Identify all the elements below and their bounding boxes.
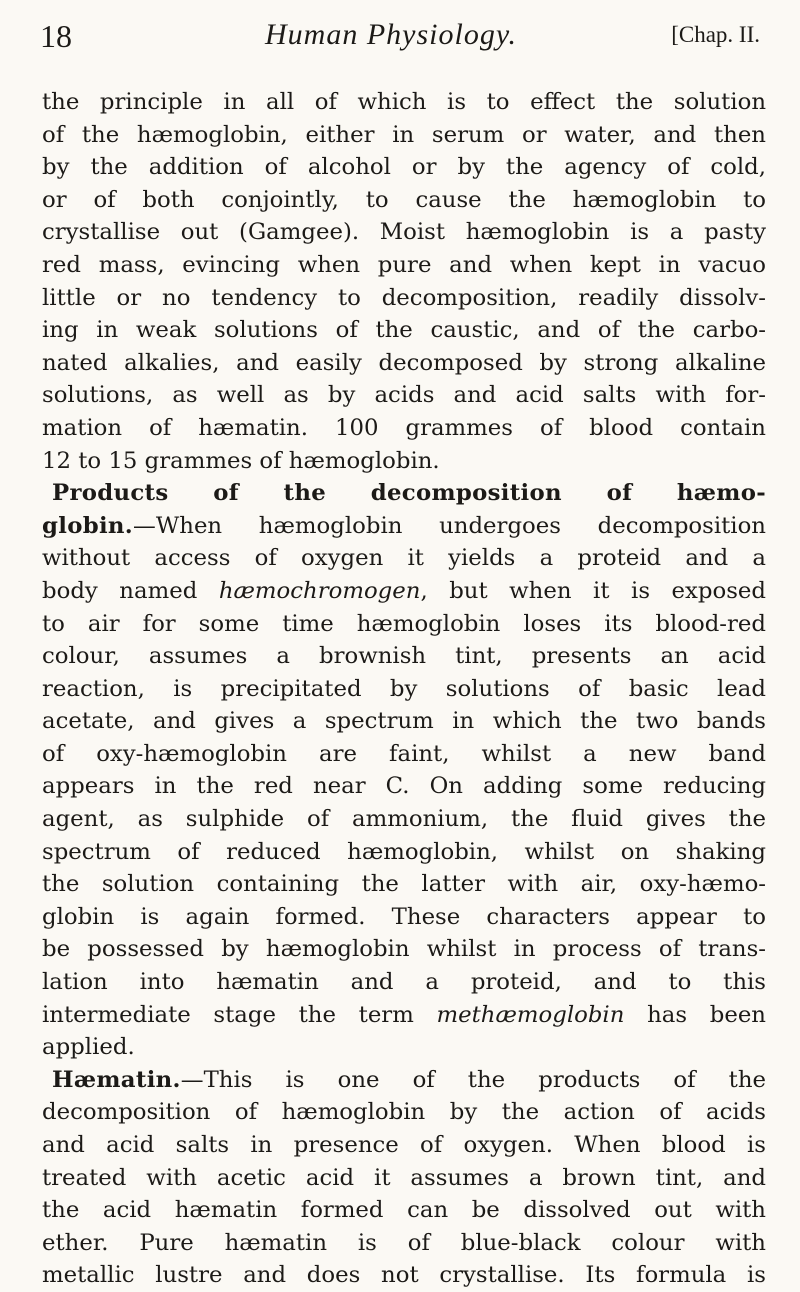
paragraph-hemoglobin-crystallisation [42, 86, 766, 477]
text-line: to air for some time hæmoglobin loses its blood-red [42, 610, 766, 637]
text-run: body named [42, 577, 219, 604]
text-run: has been [624, 1001, 766, 1028]
text-run: —When hæmoglobin undergoes decomposition [133, 512, 766, 539]
text-line: red mass, evincing when pure and when kept in vacuo [42, 251, 766, 278]
paragraph-haematin [42, 1064, 766, 1292]
paragraph-decomposition-products [42, 477, 766, 1064]
text-line: the solution containing the latter with air, oxy-hæmo- [42, 871, 766, 898]
text-line: be possessed by hæmoglobin whilst in process of trans- [42, 936, 766, 963]
text-line [42, 510, 766, 543]
running-title: Human Physiology. [265, 18, 517, 51]
text-line: without access of oxygen it yields a proteid and a [42, 545, 766, 572]
body-text [42, 86, 766, 1292]
text-line: by the addition of alcohol or by the agency of cold, [42, 154, 766, 181]
text-line: applied. [42, 1034, 135, 1061]
text-line: decomposition of hæmoglobin by the action of acids [42, 1099, 766, 1126]
text-line: solutions, as well as by acids and acid salts with for- [42, 382, 766, 409]
text-line: ether. Pure hæmatin is of blue-black colour with [42, 1229, 766, 1256]
text-line: lation into hæmatin and a proteid, and to this [42, 969, 766, 996]
text-line: globin is again formed. These characters appear to [42, 903, 766, 930]
text-line: colour, assumes a brownish tint, presents an acid [42, 643, 766, 670]
text-run: , but when it is exposed [420, 577, 766, 604]
text-line: of oxy-hæmoglobin are faint, whilst a new band [42, 740, 766, 767]
section-heading-haematin: Hæmatin. [52, 1066, 181, 1093]
text-run: intermediate stage the term [42, 1001, 437, 1028]
text-line: spectrum of reduced hæmoglobin, whilst on shaking [42, 838, 766, 865]
page-header [40, 18, 760, 52]
section-heading-decomposition-cont: globin. [42, 512, 134, 539]
section-heading-decomposition: Products of the decomposition of hæmo- [52, 480, 766, 507]
text-line: treated with acetic acid it assumes a brown tint, and [42, 1164, 766, 1191]
term-methaemoglobin: methæmoglobin [436, 1001, 625, 1028]
text-line: metallic lustre and does not crystallise. Its formula is [42, 1262, 766, 1289]
text-line: and acid salts in presence of oxygen. When blood is [42, 1132, 766, 1158]
text-line: little or no tendency to decomposition, readily dissolv- [42, 284, 766, 311]
text-line: the acid hæmatin formed can be dissolved out with [42, 1197, 766, 1224]
text-line: mation of hæmatin. 100 grammes of blood contain [42, 414, 766, 441]
page-number: 18 [40, 18, 72, 54]
text-line: ing in weak solutions of the caustic, and of the carbo- [42, 317, 766, 344]
chapter-label: [Chap. II. [671, 22, 760, 47]
text-line: acetate, and gives a spectrum in which the two bands [42, 708, 766, 735]
text-line: the principle in all of which is to effect the solution [42, 89, 766, 115]
text-line [42, 999, 766, 1032]
text-line: 12 to 15 grammes of hæmoglobin. [42, 447, 440, 474]
text-line: reaction, is precipitated by solutions of basic lead [42, 675, 766, 702]
text-line: appears in the red near C. On adding some reducing [42, 773, 766, 800]
text-line: crystallise out (Gamgee). Moist hæmoglobin is a pasty [42, 219, 766, 246]
text-line: agent, as sulphide of ammonium, the fluid gives the [42, 806, 766, 833]
text-line: nated alkalies, and easily decomposed by strong alkaline [42, 349, 766, 376]
text-line [42, 1064, 766, 1097]
text-line: or of both conjointly, to cause the hæmoglobin to [42, 186, 766, 213]
text-run: —This is one of the products of the [180, 1066, 766, 1093]
text-line [42, 477, 766, 510]
text-line: of the hæmoglobin, either in serum or water, and then [42, 121, 766, 148]
term-haemochromogen: hæmochromogen [218, 577, 421, 604]
text-line [42, 575, 766, 608]
